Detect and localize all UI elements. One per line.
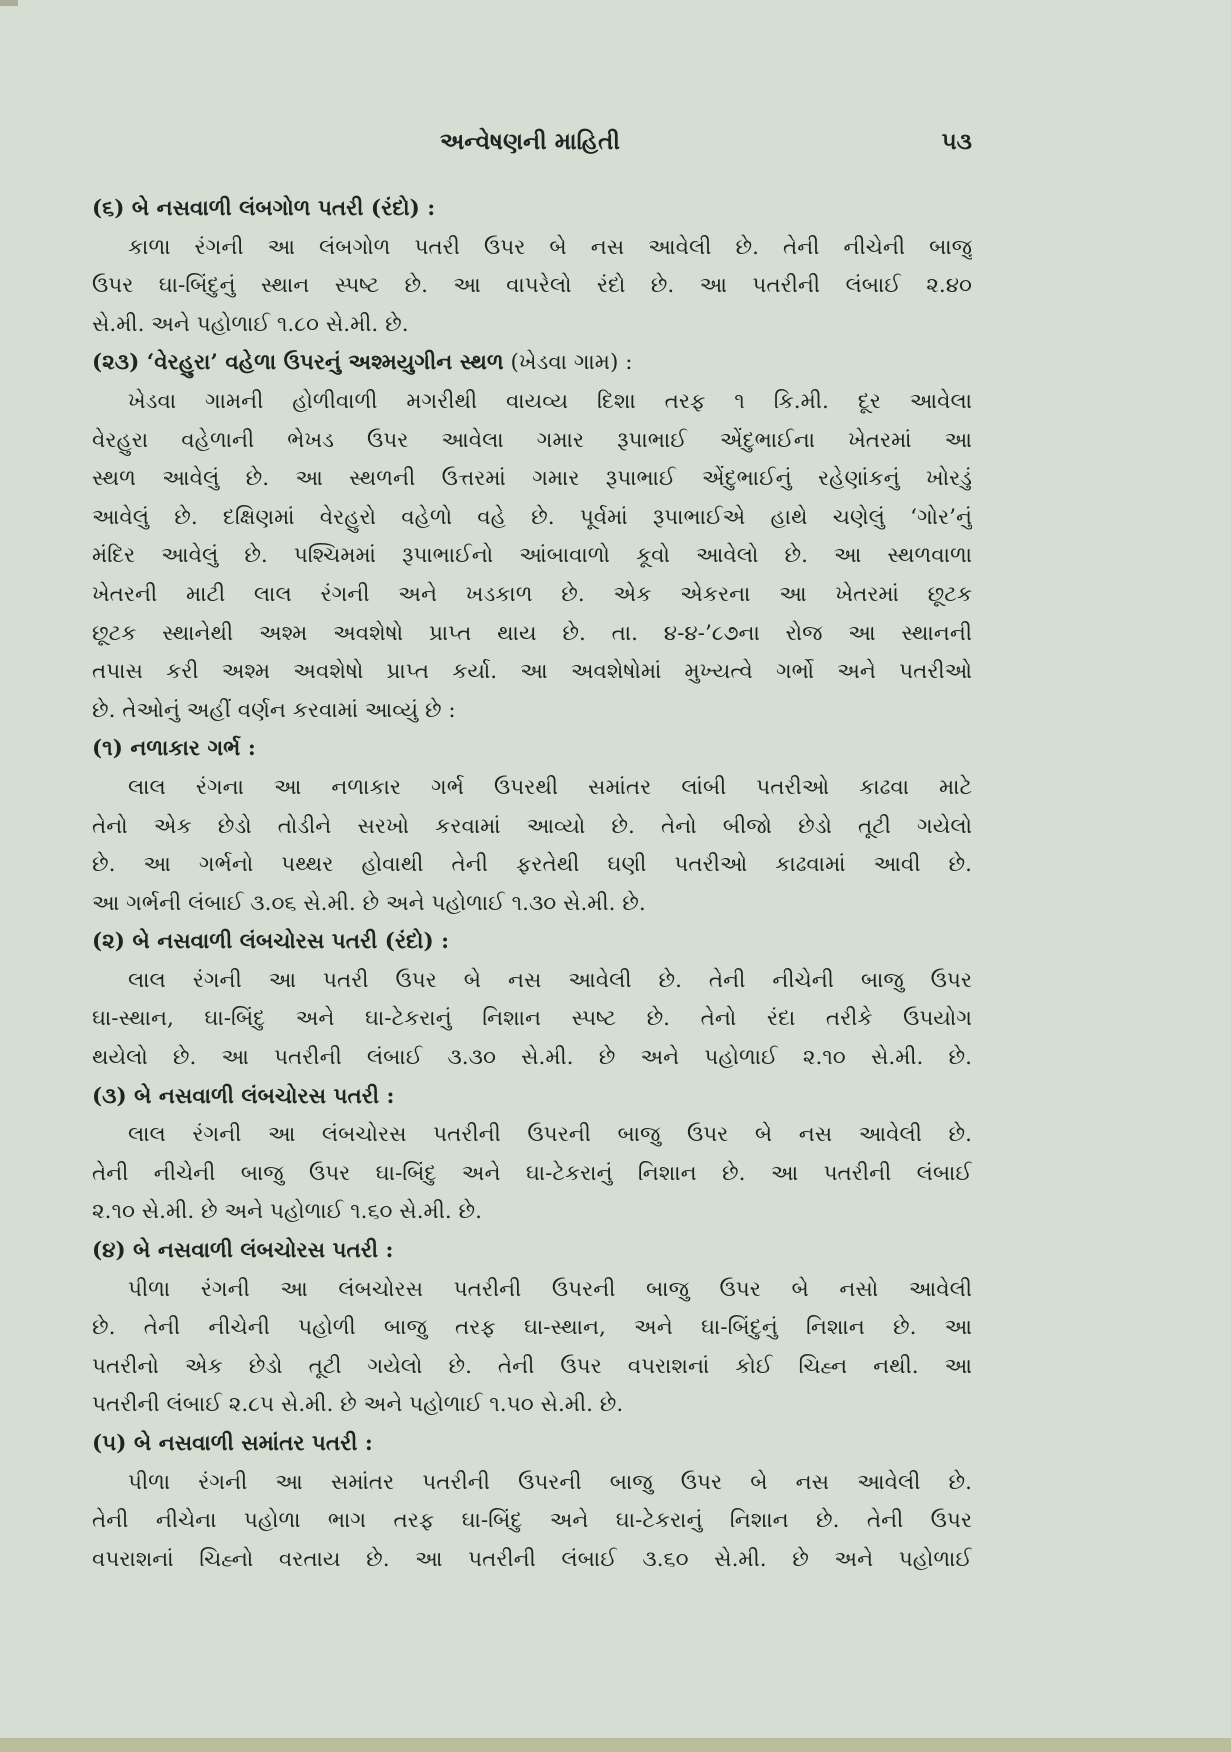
paragraph-line: ખેતરની માટી લાલ રંગની અને ખડકાળ છે. એક એકરના આ ખેતરમાં છૂટક	[92, 581, 972, 607]
scan-edge-mark	[0, 0, 18, 6]
paragraph-line: તેનો એક છેડો તોડીને સરખો કરવામાં આવ્યો છે. તેનો બીજો છેડો તૂટી ગયેલો	[92, 813, 972, 839]
heading-text: (૨) બે નસવાળી લંબચોરસ પતરી (રંદો) :	[92, 929, 450, 955]
paragraph-line: ઉપર ઘા-બિંદુનું સ્થાન સ્પષ્ટ છે. આ વાપરેલો રંદો છે. આ પતરીની લંબાઈ ૨.૪૦	[92, 273, 972, 299]
heading-text: (૫) બે નસવાળી સમાંતર પતરી :	[92, 1431, 373, 1456]
paragraph-line: ૨.૧૦ સે.મી. છે અને પહોળાઈ ૧.૬૦ સે.મી. છે.	[92, 1199, 482, 1225]
paragraph-line: તેની નીચેના પહોળા ભાગ તરફ ઘા-બિંદુ અને ઘા-ટેકરાનું નિશાન છે. તેની ઉપર	[92, 1508, 972, 1534]
section-heading	[92, 1232, 972, 1271]
scan-bottom-edge	[0, 1738, 1231, 1752]
paragraph-line: પતરીનો એક છેડો તૂટી ગયેલો છે. તેની ઉપર વપરાશનાં કોઈ ચિહ્ન નથી. આ	[92, 1353, 972, 1379]
paragraph-line: મંદિર આવેલું છે. પશ્ચિમમાં રૂપાભાઈનો આંબાવાળો કૂવો આવેલો છે. આ સ્થળવાળા	[92, 543, 972, 569]
paragraph-line: વેરહુરા વહેળાની ભેખડ ઉપર આવેલા ગમાર રૂપાભાઈ એંદુભાઈના ખેતરમાં આ	[92, 427, 972, 453]
heading-suffix: (ખેડવા ગામ) :	[503, 350, 633, 376]
heading-text: (૪) બે નસવાળી લંબચોરસ પતરી :	[92, 1238, 394, 1264]
page-body	[92, 190, 972, 1579]
paragraph-line: છે. આ ગર્ભનો પથ્થર હોવાથી તેની ફરતેથી ઘણી પતરીઓ કાઢવામાં આવી છે.	[92, 852, 972, 878]
paragraph-line: થયેલો છે. આ પતરીની લંબાઈ ૩.૩૦ સે.મી. છે અને પહોળાઈ ૨.૧૦ સે.મી. છે.	[92, 1045, 972, 1071]
page-header	[90, 122, 970, 162]
paragraph-line: છે. તેની નીચેની પહોળી બાજુ તરફ ઘા-સ્થાન, અને ઘા-બિંદુનું નિશાન છે. આ	[92, 1315, 972, 1341]
heading-text: (૩) બે નસવાળી લંબચોરસ પતરી :	[92, 1083, 395, 1109]
paragraph-line: સે.મી. અને પહોળાઈ ૧.૮૦ સે.મી. છે.	[92, 311, 409, 337]
paragraph-line: આવેલું છે. દક્ષિણમાં વેરહુરો વહેળો વહે છે. પૂર્વમાં રૂપાભાઈએ હાથે ચણેલું ‘ગોર’નું	[92, 504, 972, 530]
paragraph-line: સ્થળ આવેલું છે. આ સ્થળની ઉત્તરમાં ગમાર રૂપાભાઈ એંદુભાઈનું રહેણાંકનું ખોરડું	[92, 466, 972, 492]
section-heading	[92, 730, 972, 769]
paragraph-line: લાલ રંગની આ પતરી ઉપર બે નસ આવેલી છે. તેની નીચેની બાજુ ઉપર	[128, 967, 972, 993]
paragraph-line: છૂટક સ્થાનેથી અશ્મ અવશેષો પ્રાપ્ત થાય છે. તા. ૪-૪-’૮૭ના રોજ આ સ્થાનની	[92, 620, 972, 646]
paragraph-line: તપાસ કરી અશ્મ અવશેષો પ્રાપ્ત કર્યા. આ અવશેષોમાં મુખ્યત્વે ગર્ભો અને પતરીઓ	[92, 659, 972, 685]
running-title: અન્વેષણની માહિતી	[439, 128, 620, 155]
heading-text: (૨૩) ‘વેરહુરા’ વહેળા ઉપરનું અશ્મયુગીન સ્થળ	[92, 350, 504, 376]
section-heading	[92, 190, 972, 229]
paragraph-line: તેની નીચેની બાજુ ઉપર ઘા-બિંદુ અને ઘા-ટેકરાનું નિશાન છે. આ પતરીની લંબાઈ	[92, 1160, 972, 1186]
paragraph-line: ઘા-સ્થાન, ઘા-બિંદુ અને ઘા-ટેકરાનું નિશાન સ્પષ્ટ છે. તેનો રંદા તરીકે ઉપયોગ	[92, 1006, 972, 1032]
paragraph-line: ખેડવા ગામની હોળીવાળી મગરીથી વાયવ્ય દિશા તરફ ૧ કિ.મી. દૂર આવેલા	[128, 388, 972, 414]
paragraph-line: લાલ રંગની આ લંબચોરસ પતરીની ઉપરની બાજુ ઉપર બે નસ આવેલી છે.	[128, 1122, 972, 1148]
section-heading	[92, 1078, 972, 1117]
paragraph-line: વપરાશનાં ચિહ્નો વરતાય છે. આ પતરીની લંબાઈ ૩.૬૦ સે.મી. છે અને પહોળાઈ	[92, 1546, 972, 1572]
section-heading	[92, 344, 972, 383]
paragraph-line: પતરીની લંબાઈ ૨.૮૫ સે.મી. છે અને પહોળાઈ ૧.૫૦ સે.મી. છે.	[92, 1392, 624, 1418]
paragraph-line: લાલ રંગના આ નળાકાર ગર્ભ ઉપરથી સમાંતર લાંબી પતરીઓ કાઢવા માટે	[128, 774, 972, 800]
paragraph-line: આ ગર્ભની લંબાઈ ૩.૦૬ સે.મી. છે અને પહોળાઈ ૧.૩૦ સે.મી. છે.	[92, 890, 646, 916]
paragraph-line: છે. તેઓનું અહીં વર્ણન કરવામાં આવ્યું છે :	[92, 697, 456, 723]
paragraph-line: પીળા રંગની આ લંબચોરસ પતરીની ઉપરની બાજુ ઉપર બે નસો આવેલી	[128, 1276, 972, 1302]
section-heading	[92, 1425, 972, 1464]
heading-text: (૬) બે નસવાળી લંબગોળ પતરી (રંદો) :	[92, 196, 436, 221]
paragraph-line: કાળા રંગની આ લંબગોળ પતરી ઉપર બે નસ આવેલી છે. તેની નીચેની બાજુ	[128, 234, 972, 260]
page-number: ૫૩	[941, 128, 972, 155]
section-heading	[92, 923, 972, 962]
heading-text: (૧) નળાકાર ગર્ભ :	[92, 736, 256, 762]
paragraph-line: પીળા રંગની આ સમાંતર પતરીની ઉપરની બાજુ ઉપર બે નસ આવેલી છે.	[128, 1469, 972, 1495]
